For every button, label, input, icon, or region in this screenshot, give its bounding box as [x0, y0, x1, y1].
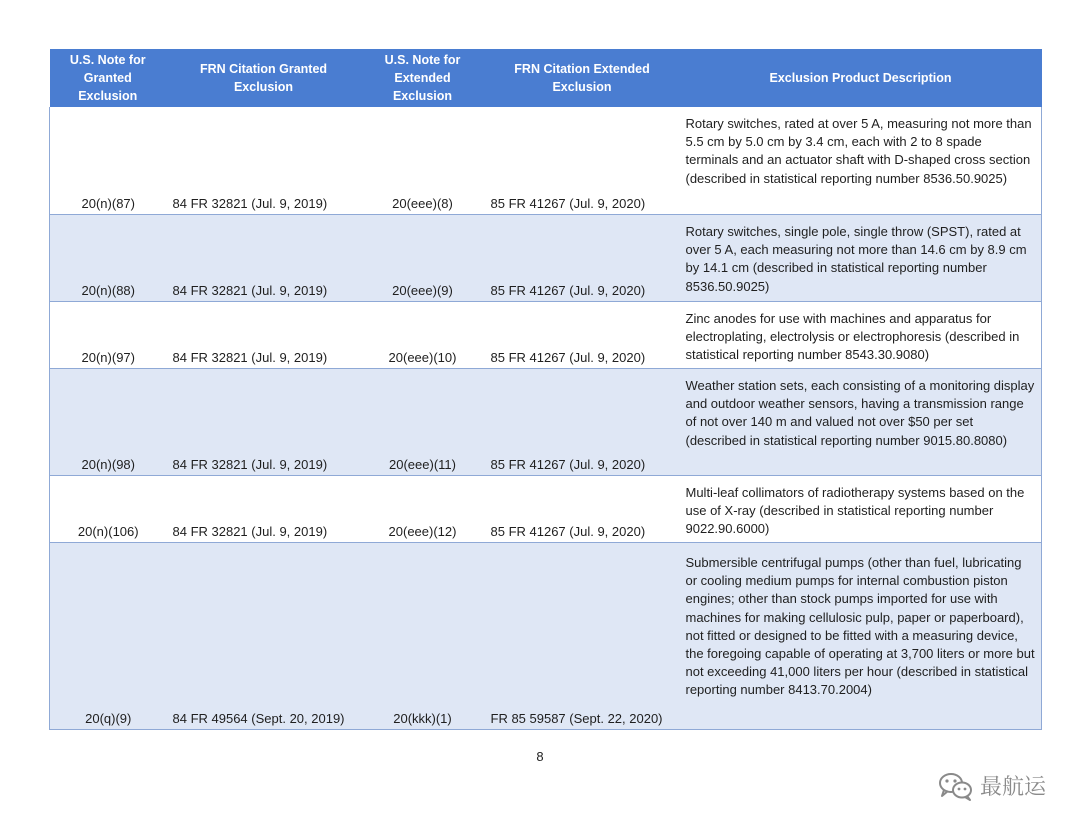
cell-us-note-granted: 20(n)(87) — [50, 107, 167, 215]
cell-frn-granted: 84 FR 32821 (Jul. 9, 2019) — [167, 215, 361, 302]
table-body — [50, 107, 1042, 730]
cell-us-note-extended: 20(eee)(9) — [361, 215, 485, 302]
exclusion-table — [49, 49, 1042, 730]
cell-description: Weather station sets, each consisting of a monitoring display and outdoor weather sensors, having a transmission range of not over 140 m and valued not over $50 per set (described in statistical reporting number 9015.80.8080) — [680, 369, 1042, 476]
header-frn-extended: FRN Citation Extended Exclusion — [485, 49, 680, 107]
exclusion-table-container — [49, 49, 1041, 730]
header-row — [50, 49, 1042, 107]
cell-frn-extended: 85 FR 41267 (Jul. 9, 2020) — [485, 302, 680, 369]
table-header — [50, 49, 1042, 107]
cell-us-note-extended: 20(eee)(11) — [361, 369, 485, 476]
table-row — [50, 107, 1042, 215]
cell-frn-extended: 85 FR 41267 (Jul. 9, 2020) — [485, 107, 680, 215]
cell-frn-granted: 84 FR 49564 (Sept. 20, 2019) — [167, 543, 361, 730]
cell-frn-extended: 85 FR 41267 (Jul. 9, 2020) — [485, 215, 680, 302]
header-frn-granted: FRN Citation Granted Exclusion — [167, 49, 361, 107]
cell-description: Rotary switches, single pole, single throw (SPST), rated at over 5 A, each measuring not more than 14.6 cm by 8.9 cm by 14.1 cm (described in statistical reporting number 8536.50.9025) — [680, 215, 1042, 302]
watermark-text: 最航运 — [979, 775, 1046, 800]
table-row — [50, 215, 1042, 302]
cell-us-note-extended: 20(eee)(10) — [361, 302, 485, 369]
cell-us-note-extended: 20(kkk)(1) — [361, 543, 485, 730]
cell-us-note-granted: 20(q)(9) — [50, 543, 167, 730]
cell-description: Multi-leaf collimators of radiotherapy systems based on the use of X-ray (described in statistical reporting number 9022.90.6000) — [680, 476, 1042, 543]
cell-frn-extended: 85 FR 41267 (Jul. 9, 2020) — [485, 369, 680, 476]
cell-frn-granted: 84 FR 32821 (Jul. 9, 2019) — [167, 369, 361, 476]
cell-frn-granted: 84 FR 32821 (Jul. 9, 2019) — [167, 302, 361, 369]
cell-frn-extended: 85 FR 41267 (Jul. 9, 2020) — [485, 476, 680, 543]
wechat-icon — [938, 771, 974, 801]
cell-us-note-granted: 20(n)(88) — [50, 215, 167, 302]
header-us-note-extended: U.S. Note for Extended Exclusion — [361, 49, 485, 107]
header-us-note-granted: U.S. Note for Granted Exclusion — [50, 49, 167, 107]
cell-description: Rotary switches, rated at over 5 A, measuring not more than 5.5 cm by 5.0 cm by 3.4 cm, each with 2 to 8 spade terminals and an actuator shaft with D-shaped cross section (described in statistical reporting number 8536.50.9025) — [680, 107, 1042, 215]
page-number: 8 — [536, 749, 544, 764]
cell-description: Submersible centrifugal pumps (other than fuel, lubricating or cooling medium pumps for internal combustion piston engines; other than stock pumps imported for use with machines for making cellulosic pulp, paper or paperboard), not fitted or designed to be fitted with a measuring device, the foregoing capable of operating at 3,700 liters or more but not exceeding 41,000 liters per hour (described in statistical reporting number 8413.70.2004) — [680, 543, 1042, 730]
header-description: Exclusion Product Description — [680, 49, 1042, 107]
cell-us-note-extended: 20(eee)(12) — [361, 476, 485, 543]
cell-frn-granted: 84 FR 32821 (Jul. 9, 2019) — [167, 107, 361, 215]
cell-us-note-granted: 20(n)(97) — [50, 302, 167, 369]
table-row — [50, 476, 1042, 543]
table-row — [50, 369, 1042, 476]
cell-description: Zinc anodes for use with machines and apparatus for electroplating, electrolysis or electrophoresis (described in statistical reporting number 8543.30.9080) — [680, 302, 1042, 369]
table-row — [50, 543, 1042, 730]
cell-us-note-granted: 20(n)(106) — [50, 476, 167, 543]
cell-us-note-extended: 20(eee)(8) — [361, 107, 485, 215]
cell-us-note-granted: 20(n)(98) — [50, 369, 167, 476]
table-row — [50, 302, 1042, 369]
cell-frn-granted: 84 FR 32821 (Jul. 9, 2019) — [167, 476, 361, 543]
cell-frn-extended: FR 85 59587 (Sept. 22, 2020) — [485, 543, 680, 730]
watermark — [938, 770, 1046, 801]
